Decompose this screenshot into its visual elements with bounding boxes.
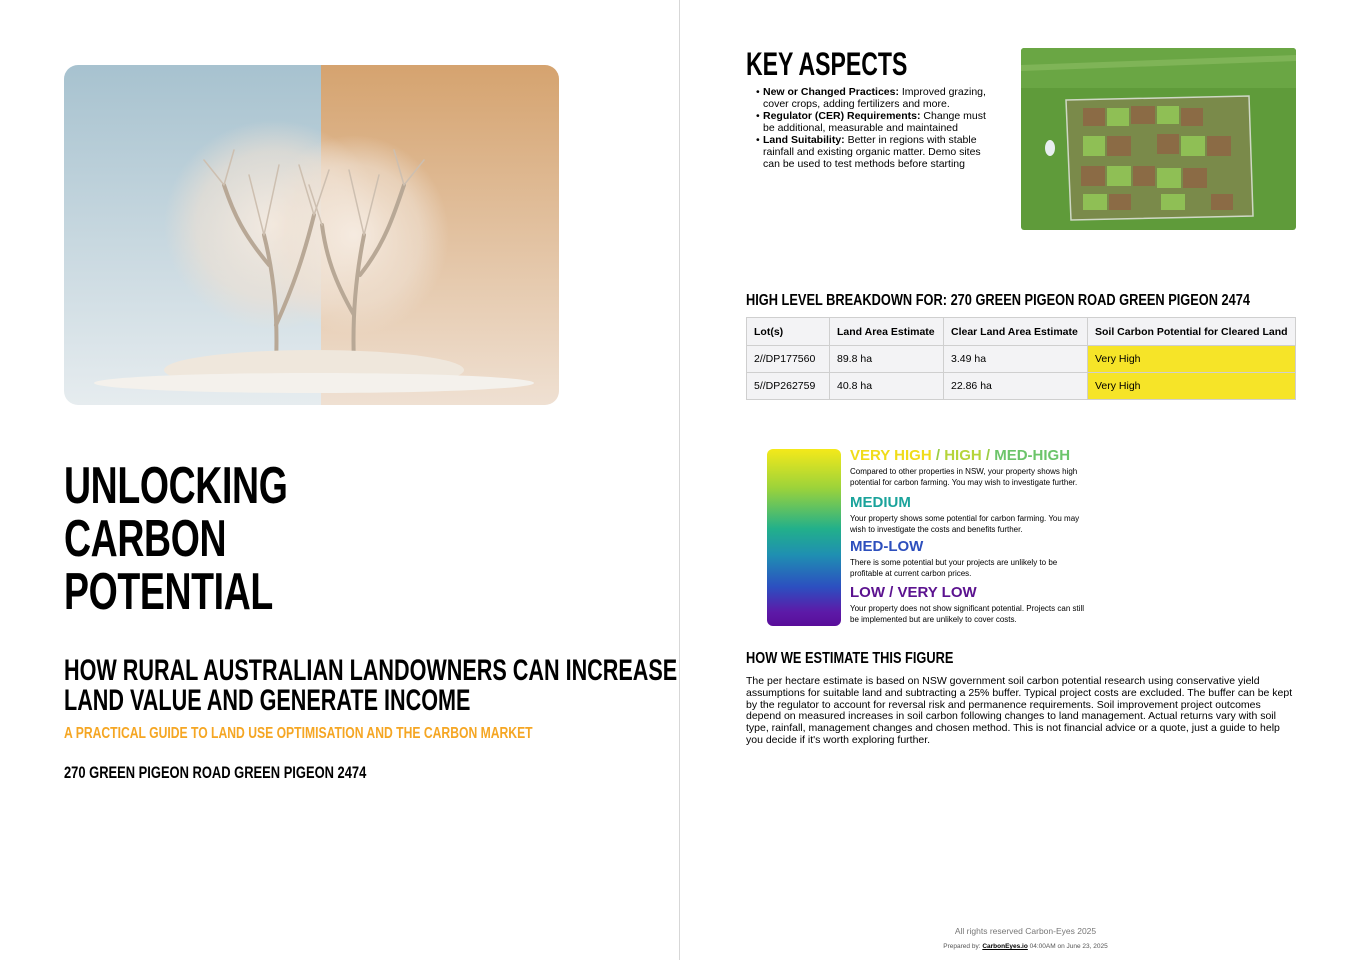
key-aspect-label: New or Changed Practices:: [763, 86, 899, 98]
column-header: Clear Land Area Estimate: [944, 318, 1088, 346]
table-cell: 22.86 ha: [944, 373, 1088, 400]
table-cell: 2//DP177560: [747, 346, 830, 373]
table-cell: 5//DP262759: [747, 373, 830, 400]
subtitle-line: HOW RURAL AUSTRALIAN LANDOWNERS CAN INCREASE: [64, 654, 678, 687]
potential-cell: Very High: [1088, 373, 1296, 400]
table-cell: 3.49 ha: [944, 346, 1088, 373]
prepared-suffix: 04:00AM on June 23, 2025: [1027, 943, 1108, 950]
legend-very-high: VERY HIGH: [850, 447, 932, 464]
column-header: Soil Carbon Potential for Cleared Land: [1088, 318, 1296, 346]
hero-tree-image: [64, 65, 559, 405]
legend-separator: /: [981, 447, 995, 464]
breakdown-title: HIGH LEVEL BREAKDOWN FOR: 270 GREEN PIGEON ROAD GREEN PIGEON 2474: [746, 292, 1251, 309]
list-item: [756, 134, 991, 170]
legend-heading: [850, 448, 1085, 464]
legend-heading: MEDIUM: [850, 494, 911, 511]
key-aspects-title: KEY ASPECTS: [746, 46, 908, 82]
legend-high: HIGH: [944, 447, 982, 464]
table-cell: 89.8 ha: [830, 346, 944, 373]
tagline: A PRACTICAL GUIDE TO LAND USE OPTIMISATION AND THE CARBON MARKET: [64, 725, 533, 742]
aerial-field-photo: [1021, 48, 1296, 230]
main-title-line: POTENTIAL: [64, 563, 273, 621]
column-header: Lot(s): [747, 318, 830, 346]
potential-cell: Very High: [1088, 346, 1296, 373]
potential-gradient-bar: [767, 449, 841, 626]
key-aspects-list: [756, 86, 991, 170]
legend-description: Your property shows some potential for carbon farming. You may wish to investigate the costs and benefits further.: [850, 514, 1080, 534]
legend-top-tier: [850, 448, 1085, 488]
legend-heading: LOW / VERY LOW: [850, 584, 977, 601]
legend-description: Compared to other properties in NSW, your property shows high potential for carbon farming. You may wish to investigate further.: [850, 467, 1078, 487]
legend-medium-tier: [850, 495, 1085, 535]
key-aspect-text: Better in regions with stable rainfall and existing organic matter. Demo sites can be used to test methods before starting: [763, 134, 981, 170]
main-title-line: CARBON: [64, 510, 227, 568]
cover-page: [0, 0, 679, 960]
carboneyes-link[interactable]: CarbonEyes.io: [982, 943, 1028, 950]
estimate-title: HOW WE ESTIMATE THIS FIGURE: [746, 650, 954, 667]
legend-description: Your property does not show significant potential. Projects can still be implemented but are unlikely to cover costs.: [850, 604, 1085, 624]
footer-rights: All rights reserved Carbon-Eyes 2025: [954, 926, 1097, 936]
footer-prepared: [680, 943, 1371, 950]
legend-med-low-tier: [850, 539, 1085, 579]
cover-address: 270 GREEN PIGEON ROAD GREEN PIGEON 2474: [64, 763, 367, 782]
column-header: Land Area Estimate: [830, 318, 944, 346]
breakdown-table: [746, 317, 1296, 400]
table-cell: 40.8 ha: [830, 373, 944, 400]
legend-description: There is some potential but your projects are unlikely to be profitable at current carbon prices.: [850, 558, 1058, 578]
key-aspect-text: Change must be additional, measurable and maintained: [763, 110, 986, 134]
report-page: [680, 0, 1371, 960]
key-aspect-label: Regulator (CER) Requirements:: [763, 110, 921, 122]
estimate-body: The per hectare estimate is based on NSW government soil carbon potential research using conservative yield assumptions for suitable land and subtracting a 25% buffer. Typical project costs are excluded. The buffer can be kept by the regulator to account for reversal risk and permanence requirements. Soil improvement project outcomes depend on measured increases in soil carbon following changes to land management. Actual returns vary with soil type, rainfall, management changes and chosen method. This is not financial advice or a quote, just a guide to help you decide if it's worth exploring further.: [746, 675, 1293, 746]
key-aspect-label: Land Suitability:: [763, 134, 845, 146]
legend-med-high: MED-HIGH: [994, 447, 1071, 464]
table-row: [747, 346, 1296, 373]
legend-heading: MED-LOW: [850, 538, 924, 555]
table-row: [747, 373, 1296, 400]
subtitle-line: LAND VALUE AND GENERATE INCOME: [64, 684, 471, 717]
legend-separator: /: [931, 447, 945, 464]
main-title: [64, 457, 374, 621]
table-header-row: [747, 318, 1296, 346]
key-aspect-text: Improved grazing, cover crops, adding fertilizers and more.: [763, 86, 986, 110]
list-item: [756, 110, 991, 134]
main-title-line: UNLOCKING: [64, 457, 288, 515]
prepared-prefix: Prepared by:: [943, 943, 983, 950]
legend-low-tier: [850, 585, 1085, 625]
list-item: [756, 86, 991, 110]
